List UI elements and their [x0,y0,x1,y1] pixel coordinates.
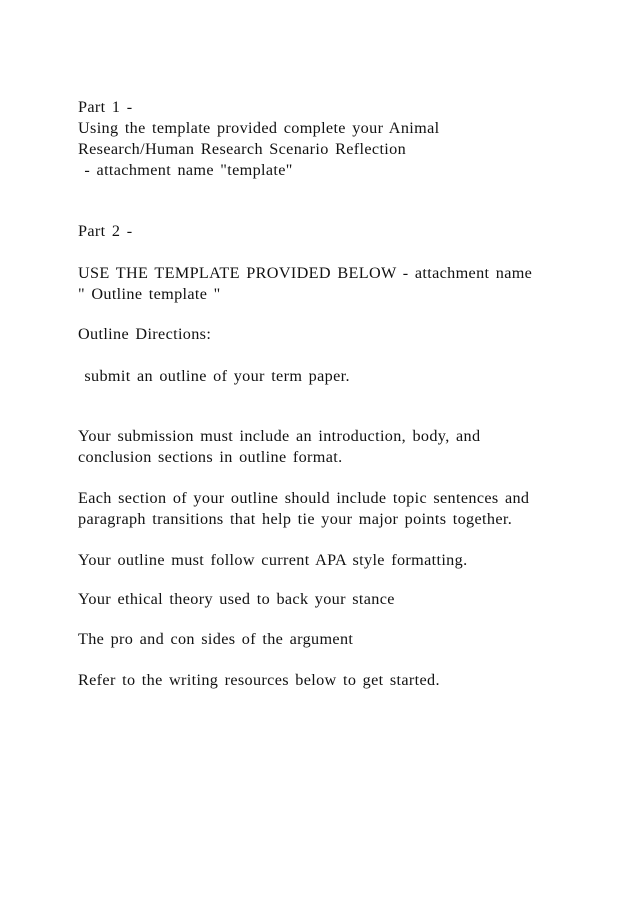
part2-text-line1: USE THE TEMPLATE PROVIDED BELOW - attachment name [78,264,533,282]
part2-heading: Part 2 - [78,222,133,240]
submission-line2: conclusion sections in outline format. [78,448,343,466]
part1-text-line3: - attachment name "template" [78,161,293,179]
outline-directions-heading: Outline Directions: [78,325,212,343]
part2-text-line2: " Outline template " [78,285,221,303]
section-line2: paragraph transitions that help tie your major points together. [78,510,513,528]
part1-text-line2: Research/Human Research Scenario Reflection [78,140,407,158]
section-line1: Each section of your outline should include topic sentences and [78,489,530,507]
resources-line: Refer to the writing resources below to get started. [78,671,440,689]
part1-heading: Part 1 - [78,98,133,116]
apa-line: Your outline must follow current APA style formatting. [78,551,468,569]
part1-text-line1: Using the template provided complete your Animal [78,119,440,137]
submission-line1: Your submission must include an introduction, body, and [78,427,481,445]
directions-submit-line: submit an outline of your term paper. [78,367,350,385]
ethical-theory-line: Your ethical theory used to back your stance [78,590,395,608]
pro-con-line: The pro and con sides of the argument [78,630,354,648]
